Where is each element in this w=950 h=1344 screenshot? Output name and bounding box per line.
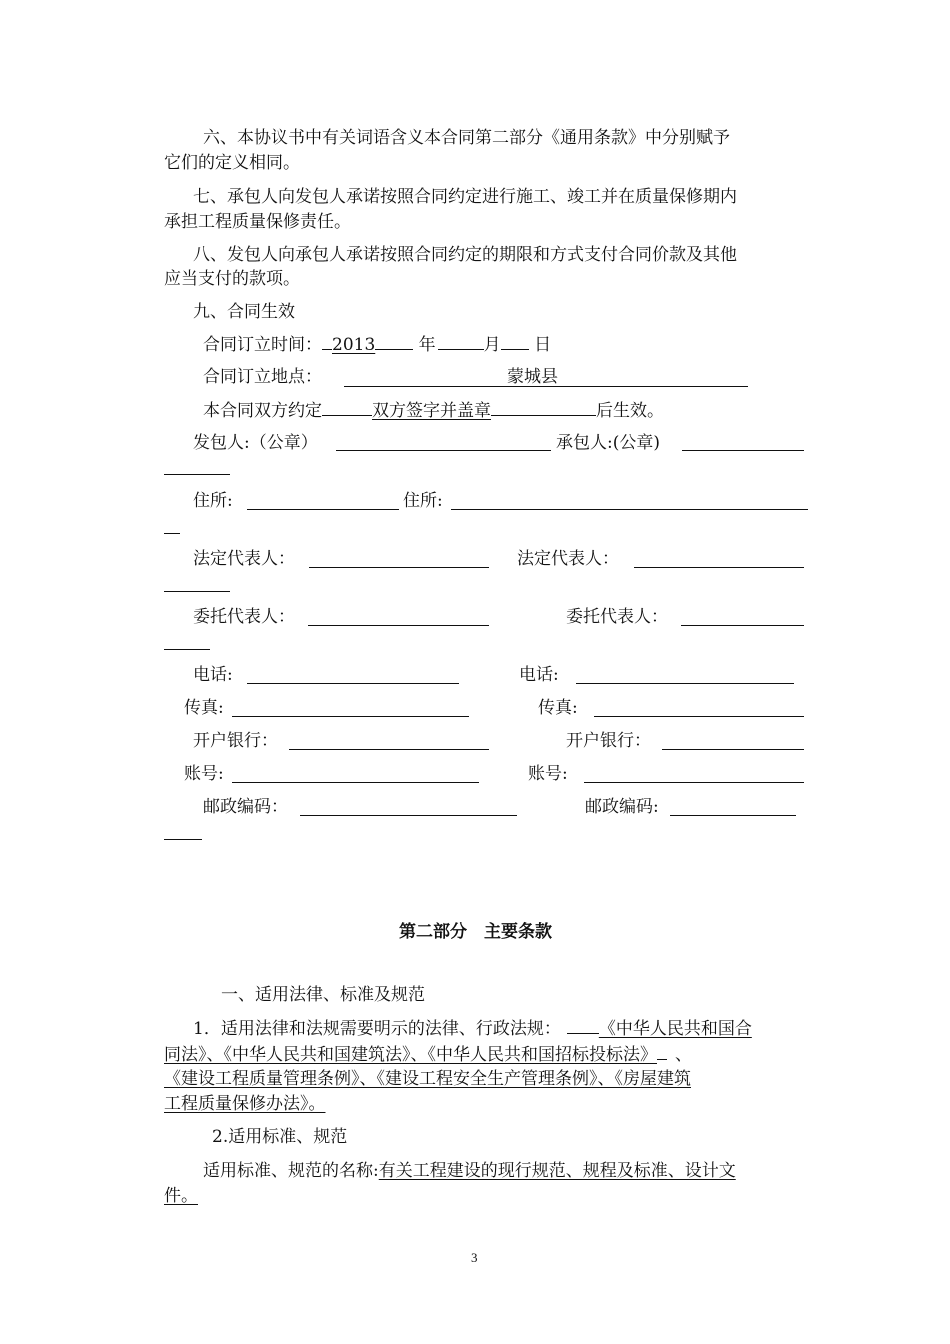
employer-label: 发包人:（公章） — [193, 433, 318, 453]
contractor-phone-blank — [576, 667, 794, 684]
employer-legal-rep-label: 法定代表人： — [193, 549, 295, 569]
effective-condition-row — [203, 399, 664, 422]
blank — [375, 333, 413, 350]
laws-label: 1．适用法律和法规需要明示的法律、行政法规： — [193, 1019, 561, 1039]
standards-label: 适用标准、规范的名称: — [203, 1161, 379, 1181]
contract-date-row — [203, 333, 551, 356]
contractor-address-blank — [451, 493, 808, 510]
blank — [322, 333, 332, 350]
blank — [322, 399, 372, 416]
section-1-heading: 一、适用法律、标准及规范 — [221, 985, 425, 1005]
employer-bank-blank — [289, 733, 489, 750]
contractor-fax-label: 传真: — [538, 698, 578, 718]
contractor-blank — [682, 434, 804, 451]
contractor-blank-cont — [164, 458, 230, 475]
contractor-agent-blank — [681, 609, 804, 626]
employer-address-label: 住所: — [193, 491, 233, 511]
laws-line-2-tail: 、 — [675, 1045, 692, 1065]
place-label: 合同订立地点： — [203, 367, 322, 387]
agree-suffix: 后生效。 — [596, 401, 664, 421]
employer-blank — [336, 434, 551, 451]
agree-value: 双方签字并盖章 — [372, 401, 491, 421]
standards-row-1 — [203, 1160, 736, 1182]
address-blank-cont — [164, 517, 180, 534]
contractor-postcode-label: 邮政编码: — [585, 797, 659, 817]
employer-fax-blank — [232, 700, 469, 717]
standards-row-2 — [164, 1185, 198, 1207]
page-number: 3 — [471, 1250, 478, 1265]
laws-line-1: 《中华人民共和国合 — [598, 1019, 752, 1039]
year-value: 2013 — [332, 335, 376, 355]
blank — [567, 1017, 599, 1034]
contractor-postcode-blank — [670, 799, 796, 816]
date-label: 合同订立时间： — [203, 335, 322, 355]
place-underline — [344, 366, 748, 387]
standards-line-1: 有关工程建设的现行规范、规程及标准、设计文 — [378, 1161, 736, 1181]
laws-line-3: 《建设工程质量管理条例》、《建设工程安全生产管理条例》、《房屋建筑 — [164, 1069, 691, 1089]
day-label: 日 — [534, 335, 552, 355]
employer-address-blank — [247, 493, 399, 510]
legal-rep-blank-cont — [164, 575, 230, 592]
day-blank — [501, 333, 529, 350]
contractor-legal-rep-blank — [634, 551, 804, 568]
year-label: 年 — [418, 335, 436, 355]
employer-bank-label: 开户银行： — [193, 731, 278, 751]
laws-line-4: 工程质量保修办法》。 — [164, 1094, 326, 1114]
contractor-account-label: 账号: — [528, 764, 568, 784]
blank — [657, 1043, 667, 1060]
clause-7-line-1: 七、承包人向发包人承诺按照合同约定进行施工、竣工并在质量保修期内 — [193, 187, 737, 207]
employer-phone-blank — [247, 667, 459, 684]
employer-postcode-blank — [300, 799, 517, 816]
contractor-legal-rep-label: 法定代表人： — [517, 549, 619, 569]
contractor-fax-blank — [594, 700, 804, 717]
agent-blank-cont — [164, 633, 210, 650]
clause-8-line-2: 应当支付的款项。 — [164, 269, 300, 289]
laws-row-4 — [164, 1093, 326, 1115]
laws-row-2 — [164, 1043, 692, 1066]
place-value: 蒙城县 — [507, 367, 558, 387]
contractor-bank-blank — [662, 733, 804, 750]
month-label: 月 — [483, 335, 501, 355]
postcode-blank-cont — [164, 823, 202, 840]
laws-line-2: 同法》、《中华人民共和国建筑法》、《中华人民共和国招标投标法》 — [164, 1045, 657, 1065]
contractor-label: 承包人:(公章) — [556, 433, 660, 453]
contract-place-row — [203, 366, 322, 388]
employer-agent-label: 委托代表人： — [193, 607, 295, 627]
agree-label: 本合同双方约定 — [203, 401, 322, 421]
clause-6-line-1: 六、本协议书中有关词语含义本合同第二部分《通用条款》中分别赋予 — [203, 128, 730, 148]
contractor-phone-label: 电话: — [519, 665, 559, 685]
contractor-address-label: 住所: — [403, 491, 443, 511]
clause-9-heading: 九、合同生效 — [193, 302, 295, 322]
employer-postcode-label: 邮政编码： — [203, 797, 288, 817]
clause-6-line-2: 它们的定义相同。 — [164, 153, 300, 173]
employer-legal-rep-blank — [309, 551, 489, 568]
part-two-heading: 第二部分 主要条款 — [399, 922, 552, 942]
employer-account-label: 账号: — [184, 764, 224, 784]
contractor-agent-label: 委托代表人： — [566, 607, 668, 627]
clause-7-line-2: 承担工程质量保修责任。 — [164, 212, 351, 232]
month-blank — [438, 333, 484, 350]
contractor-bank-label: 开户银行： — [566, 731, 651, 751]
clause-8-line-1: 八、发包人向承包人承诺按照合同约定的期限和方式支付合同价款及其他 — [193, 245, 737, 265]
standards-line-2: 件。 — [164, 1186, 198, 1206]
laws-row-1 — [193, 1017, 752, 1040]
section-1-2-heading: 2.适用标准、规范 — [212, 1127, 348, 1147]
blank — [491, 399, 596, 416]
contractor-account-blank — [584, 766, 804, 783]
employer-fax-label: 传真: — [184, 698, 224, 718]
laws-row-3 — [164, 1068, 691, 1090]
employer-phone-label: 电话: — [193, 665, 233, 685]
employer-account-blank — [232, 766, 479, 783]
employer-agent-blank — [308, 609, 489, 626]
